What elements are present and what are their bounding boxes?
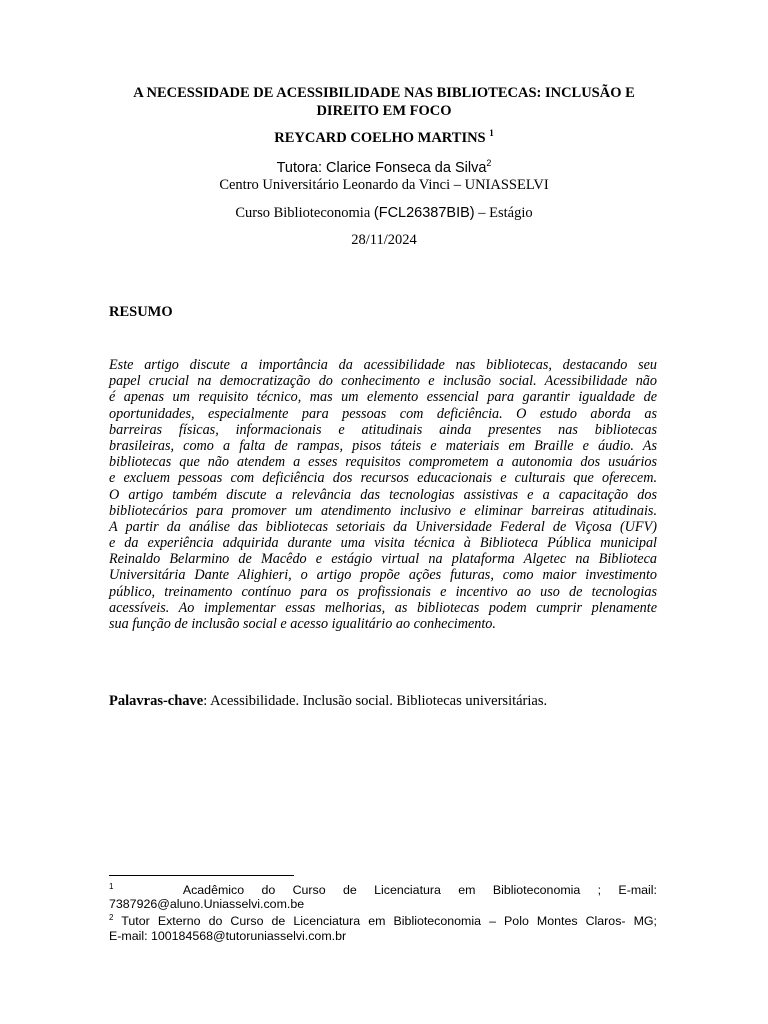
title-line-2: DIREITO EM FOCO [316,103,452,119]
abstract-line: é apenas um requisito técnico, mas um elemento essencial para garantir igualdade de [109,389,657,406]
course-name: Curso Biblioteconomia [235,205,374,221]
footnote-1-mark: 1 [109,882,114,891]
abstract-line: O artigo também discute a relevância das tecnologias assistivas e a capacitação dos [109,486,657,503]
paper-title [0,84,768,120]
abstract-line: brasileiras, como a falta de rampas, pisos táteis e materiais em Braille e áudio. As [109,437,657,454]
footnote-divider [109,875,294,876]
abstract-line: Este artigo discute a importância da acessibilidade nas bibliotecas, destacando seu [109,357,657,373]
abstract-line: bibliotecários para promover um atendimento inclusivo e eliminar barreiras atitudinais. [109,502,657,519]
resumo-heading: RESUMO [109,304,173,320]
abstract-line: e da experiência adquirida durante uma visita técnica à Biblioteca Pública municipal [109,535,657,552]
footnote-2-mark: 2 [109,913,114,923]
footnote-2-text: Tutor Externo do Curso de Licenciatura em Biblioteconomia – Polo Montes Claros- MG; [113,914,657,929]
abstract-line: barreiras físicas, informacionais e atitudinais ainda presentes nas bibliotecas [109,421,657,438]
abstract-line: sua função de inclusão social e acesso igualitário ao conhecimento. [109,616,496,632]
title-line-1: A NECESSIDADE DE ACESSIBILIDADE NAS BIBLIOTECAS: INCLUSÃO E [133,85,635,101]
course-line [0,205,768,222]
course-code: (FCL26387BIB) [373,205,475,221]
abstract-line: acessíveis. Ao implementar essas melhorias, as bibliotecas podem cumprir plenamente [109,599,657,616]
footnote-1-line-2: 7387926@aluno.Uniasselvi.com.be [109,897,305,912]
abstract-line: e excluem pessoas com deficiência dos recursos educacionais e culturais que oferecem. [109,470,657,487]
footnote-2-line-1 [109,911,657,928]
keywords-label: Palavras-chave [109,693,204,709]
tutor-name: Tutora: Clarice Fonseca da Silva [276,160,487,176]
author-name: REYCARD COELHO MARTINS [274,130,486,146]
footnote-1-text: Acadêmico do Curso de Licenciatura em Biblioteconomia ; E-mail: [182,883,657,897]
abstract-line: papel crucial na democratização do conhecimento e inclusão social. Acessibilidade não [109,373,657,390]
footnotes [109,880,657,943]
footnote-2-line-2: E-mail: 100184568@tutoruniasselvi.com.br [109,928,347,943]
institution: Centro Universitário Leonardo da Vinci – UNIASSELVI [219,177,549,193]
footnote-1-line-1 [109,880,657,897]
abstract-line: Reinaldo Belarmino de Macêdo e estágio virtual na plataforma Algetec na Biblioteca [109,551,657,568]
abstract-line: Universitária Dante Alighieri, o artigo propõe ações futuras, como maior investimento [109,567,657,584]
tutor-footnote-mark: 2 [486,158,492,168]
keywords-text: : Acessibilidade. Inclusão social. Bibliotecas universitárias. [203,693,548,709]
abstract-line: bibliotecas que não atendem a esses requisitos comprometem a autonomia dos usuários [109,454,657,471]
abstract-line: oportunidades, especialmente para pessoas com deficiência. O estudo aborda as [109,405,657,422]
course-suffix: – Estágio [474,205,533,221]
date: 28/11/2024 [351,232,417,248]
keywords-line [109,693,547,710]
abstract-body [109,357,657,632]
abstract-line: A partir da análise das bibliotecas setoriais da Universidade Federal de Viçosa (UFV) [109,518,657,535]
author-line [0,128,768,147]
tutor-line [0,158,768,176]
abstract-line: público, treinamento contínuo para os profissionais e incentivo ao uso de tecnologias [109,583,657,600]
author-footnote-mark: 1 [489,128,494,138]
